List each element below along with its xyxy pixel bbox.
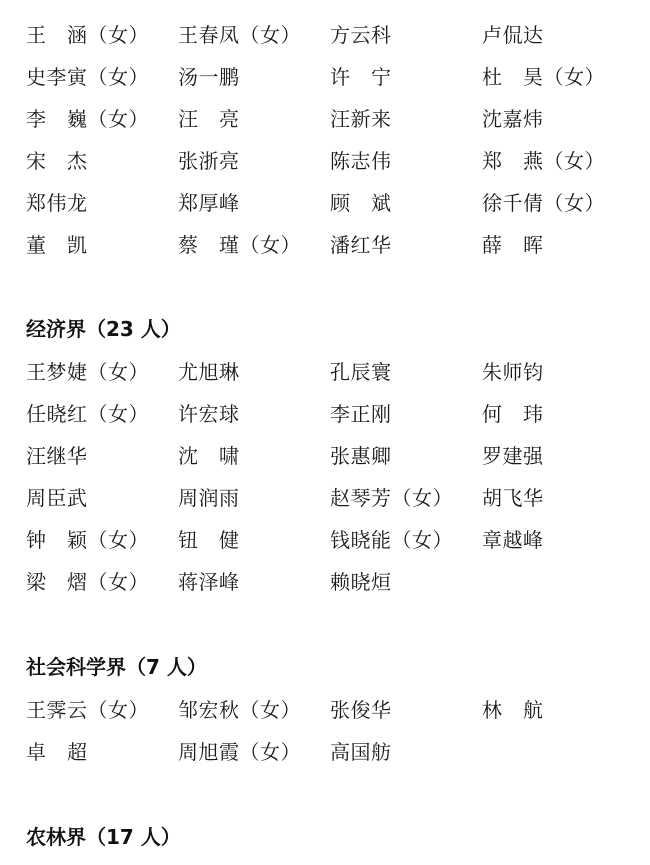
member-name: 郑 燕（女） [482, 149, 605, 173]
name-row [0, 188, 650, 218]
member-name: 周润雨 [178, 486, 240, 510]
member-name: 孔辰寰 [330, 360, 392, 384]
member-name: 钟 颖（女） [26, 528, 149, 552]
member-name: 卢侃达 [482, 23, 544, 47]
member-name: 徐千倩（女） [482, 191, 605, 215]
member-name: 卓 超 [26, 740, 88, 764]
member-name: 汪继华 [26, 444, 88, 468]
member-name: 方云科 [330, 23, 392, 47]
member-name: 董 凯 [26, 233, 88, 257]
member-name: 李 巍（女） [26, 107, 149, 131]
member-name: 郑伟龙 [26, 191, 88, 215]
member-name: 周旭霞（女） [178, 740, 301, 764]
name-row [0, 567, 650, 597]
member-name: 任晓红（女） [26, 402, 149, 426]
section-heading-social-science: 社会科学界（7 人） [26, 655, 207, 679]
member-name: 钮 健 [178, 528, 240, 552]
name-row [0, 483, 650, 513]
member-name: 汤一鹏 [178, 65, 240, 89]
member-name: 杜 昊（女） [482, 65, 605, 89]
name-row [0, 695, 650, 725]
member-name: 林 航 [482, 698, 544, 722]
member-name: 许 宁 [330, 65, 392, 89]
name-row [0, 441, 650, 471]
member-name: 邹宏秋（女） [178, 698, 301, 722]
member-name: 梁 熠（女） [26, 570, 149, 594]
member-name: 汪新来 [330, 107, 392, 131]
member-name: 王霁云（女） [26, 698, 149, 722]
member-name: 郑厚峰 [178, 191, 240, 215]
member-name: 张惠卿 [330, 444, 392, 468]
section-heading-agriculture: 农林界（17 人） [26, 825, 181, 849]
name-row [0, 737, 650, 767]
name-row [0, 62, 650, 92]
name-row [0, 104, 650, 134]
member-name: 陈志伟 [330, 149, 392, 173]
member-name: 何 玮 [482, 402, 544, 426]
member-name: 王春凤（女） [178, 23, 301, 47]
name-row [0, 357, 650, 387]
member-name: 潘红华 [330, 233, 392, 257]
member-name: 尤旭琳 [178, 360, 240, 384]
member-name: 张浙亮 [178, 149, 240, 173]
name-row [0, 399, 650, 429]
member-name: 许宏球 [178, 402, 240, 426]
member-name: 沈 啸 [178, 444, 240, 468]
member-name: 赖晓烜 [330, 570, 392, 594]
name-row [0, 525, 650, 555]
name-row [0, 146, 650, 176]
member-name: 王梦婕（女） [26, 360, 149, 384]
member-name: 张俊华 [330, 698, 392, 722]
member-name: 高国舫 [330, 740, 392, 764]
member-name: 薛 晖 [482, 233, 544, 257]
member-name: 史李寅（女） [26, 65, 149, 89]
member-name: 汪 亮 [178, 107, 240, 131]
member-name: 赵琴芳（女） [330, 486, 453, 510]
name-row [0, 20, 650, 50]
member-name: 李正刚 [330, 402, 392, 426]
member-name: 蔡 瑾（女） [178, 233, 301, 257]
member-name: 钱晓能（女） [330, 528, 453, 552]
member-name: 朱师钧 [482, 360, 544, 384]
section-heading-economy: 经济界（23 人） [26, 317, 181, 341]
name-row [0, 230, 650, 260]
member-name: 胡飞华 [482, 486, 544, 510]
member-name: 蒋泽峰 [178, 570, 240, 594]
member-name: 周臣武 [26, 486, 88, 510]
member-name: 顾 斌 [330, 191, 392, 215]
member-name: 王 涵（女） [26, 23, 149, 47]
member-name: 宋 杰 [26, 149, 88, 173]
member-name: 沈嘉炜 [482, 107, 544, 131]
member-name: 章越峰 [482, 528, 544, 552]
member-name: 罗建强 [482, 444, 544, 468]
